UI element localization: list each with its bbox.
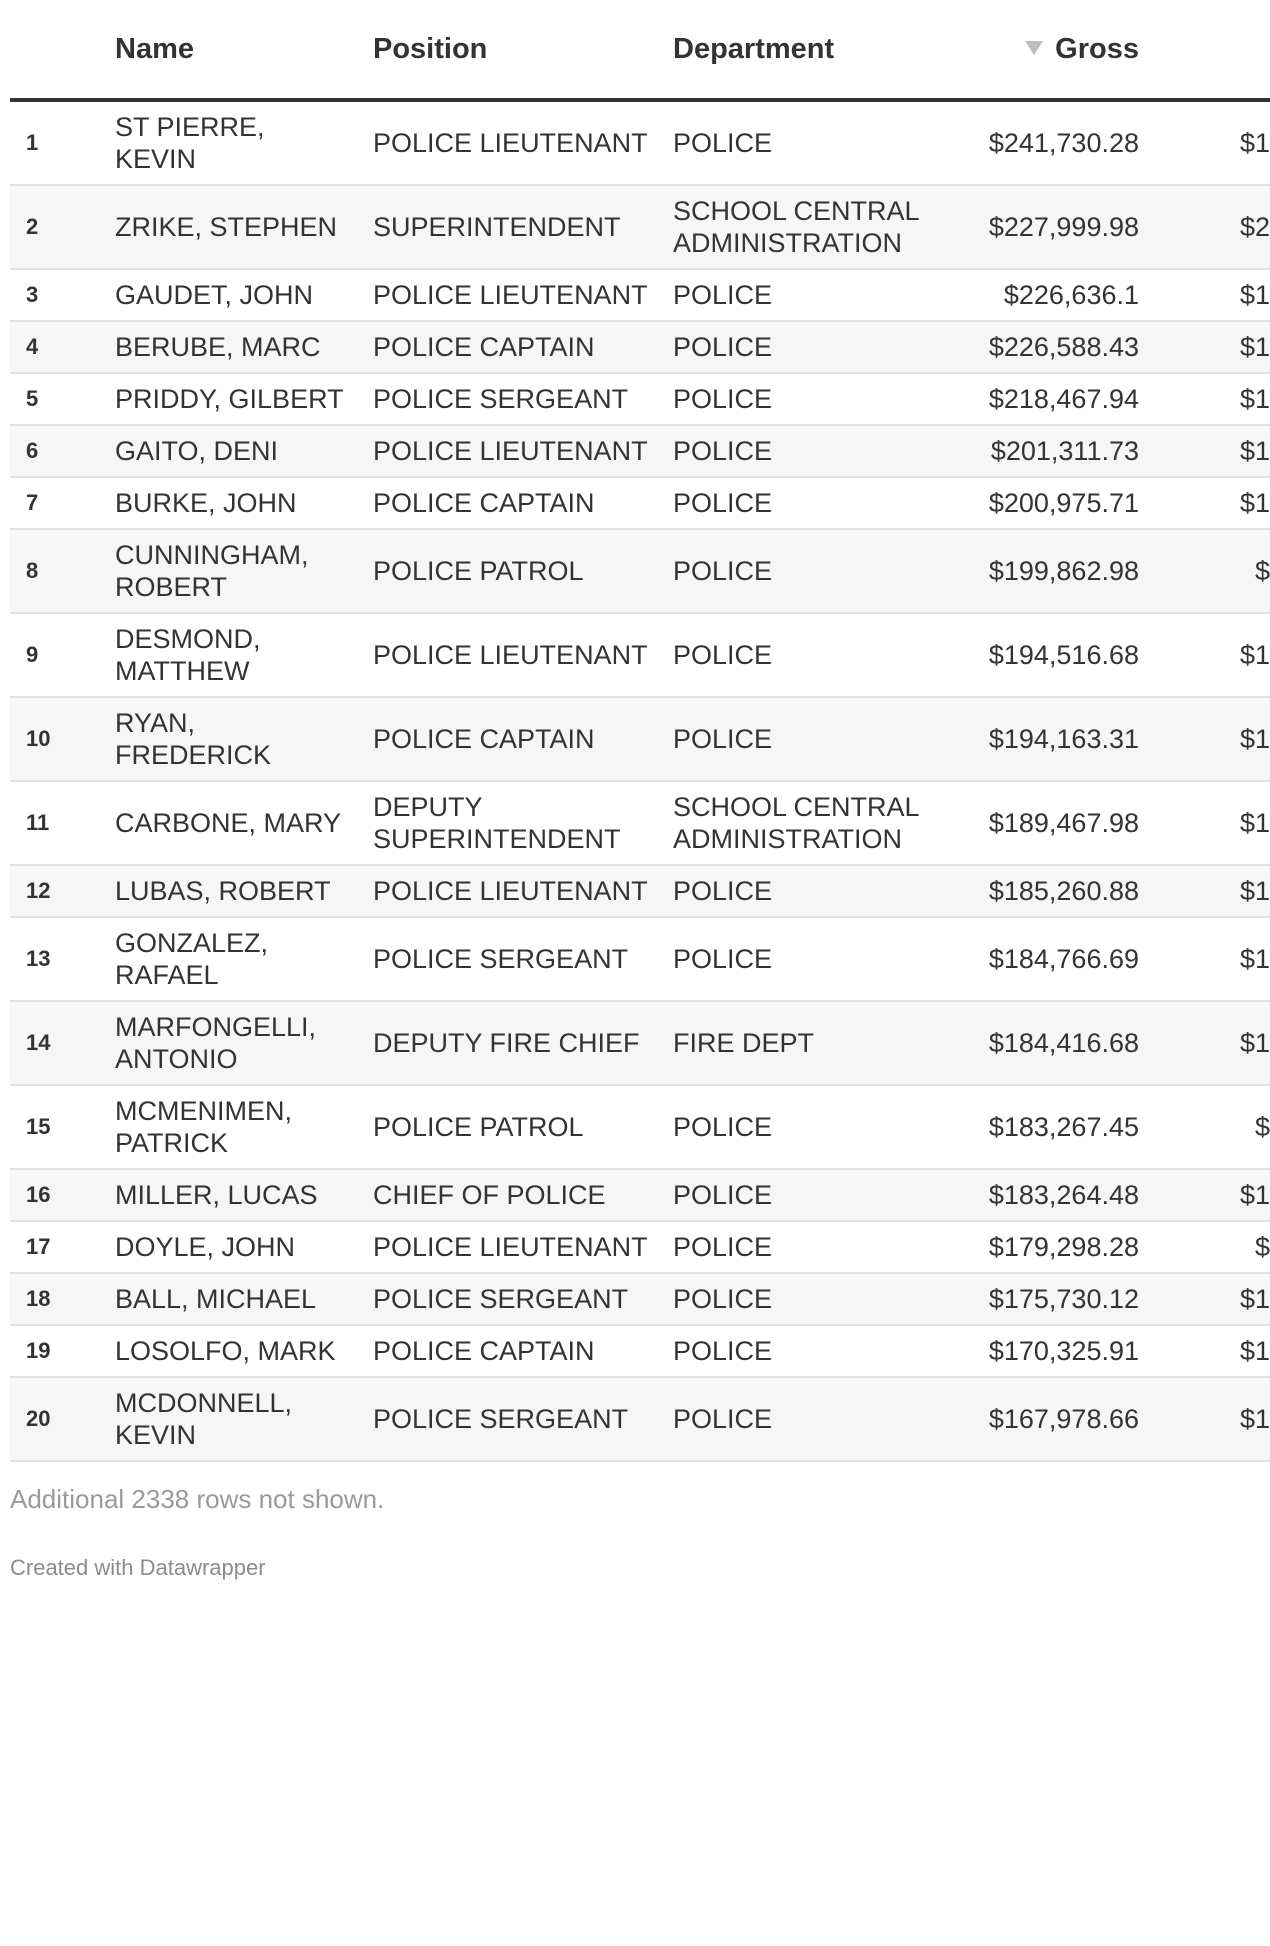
cell-rank: 13 (26, 946, 51, 971)
cell-department: POLICE (673, 1180, 773, 1210)
cell-next-value: $1 (1239, 876, 1270, 906)
cell-next-value: $1 (1239, 488, 1270, 518)
table-row (10, 865, 1270, 917)
cell-rank: 9 (26, 642, 39, 667)
cell-next-column (1139, 529, 1270, 613)
table-row (10, 697, 1270, 781)
cell-name: BALL, MICHAEL (115, 1284, 317, 1314)
cell-next-value: $ (1254, 1232, 1270, 1262)
table-row (10, 613, 1270, 697)
cell-next-column (1139, 321, 1270, 373)
cell-next-value: $1 (1239, 808, 1270, 838)
cell-department: POLICE (673, 332, 773, 362)
cell-department: POLICE (673, 640, 773, 670)
cell-next-column (1139, 1221, 1270, 1273)
cell-next-column (1139, 1169, 1270, 1221)
cell-department: SCHOOL CENTRAL ADMINISTRATION (673, 196, 919, 258)
cell-rank: 16 (26, 1182, 51, 1207)
table-row (10, 1085, 1270, 1169)
cell-department: POLICE (673, 1336, 773, 1366)
cell-gross: $175,730.12 (988, 1284, 1139, 1314)
cell-name: MILLER, LUCAS (115, 1180, 318, 1210)
cell-next-column (1139, 865, 1270, 917)
cell-position: POLICE SERGEANT (373, 1284, 629, 1314)
cell-next-column (1139, 613, 1270, 697)
cell-rank: 8 (26, 558, 39, 583)
cell-position: CHIEF OF POLICE (373, 1180, 606, 1210)
cell-rank: 1 (26, 130, 39, 155)
cell-gross: $201,311.73 (990, 436, 1139, 466)
cell-gross: $194,516.68 (988, 640, 1139, 670)
table-row (10, 1221, 1270, 1273)
cell-name: ST PIERRE, KEVIN (115, 112, 265, 174)
cell-position: DEPUTY FIRE CHIEF (373, 1028, 640, 1058)
header-gross[interactable] (953, 0, 1139, 100)
cell-name: DOYLE, JOHN (115, 1232, 296, 1262)
cell-rank: 15 (26, 1114, 51, 1139)
cell-department: POLICE (673, 1404, 773, 1434)
cell-gross: $185,260.88 (988, 876, 1139, 906)
cell-name: BURKE, JOHN (115, 488, 297, 518)
table-row (10, 425, 1270, 477)
cell-next-value: $1 (1239, 1284, 1270, 1314)
cell-next-column (1139, 100, 1270, 185)
cell-rank: 2 (26, 214, 39, 239)
table-row (10, 1001, 1270, 1085)
cell-department: POLICE (673, 436, 773, 466)
cell-next-value: $2 (1239, 212, 1270, 242)
cell-gross: $200,975.71 (988, 488, 1139, 518)
cell-gross: $199,862.98 (988, 556, 1139, 586)
cell-next-value: $1 (1239, 724, 1270, 754)
cell-gross: $183,264.48 (988, 1180, 1139, 1210)
cell-department: POLICE (673, 1232, 773, 1262)
table-row (10, 185, 1270, 269)
table-row (10, 529, 1270, 613)
cell-rank: 12 (26, 878, 51, 903)
header-department[interactable]: Department (663, 0, 953, 100)
cell-department: POLICE (673, 1112, 773, 1142)
cell-rank: 19 (26, 1338, 51, 1363)
cell-next-column (1139, 373, 1270, 425)
cell-rank: 6 (26, 438, 39, 463)
cell-position: POLICE LIEUTENANT (373, 436, 648, 466)
cell-position: POLICE LIEUTENANT (373, 280, 648, 310)
cell-gross: $226,636.1 (1003, 280, 1139, 310)
cell-next-column (1139, 185, 1270, 269)
cell-department: POLICE (673, 556, 773, 586)
cell-next-value: $1 (1239, 944, 1270, 974)
cell-name: RYAN, FREDERICK (115, 708, 272, 770)
cell-gross: $194,163.31 (988, 724, 1139, 754)
table-row (10, 477, 1270, 529)
cell-department: POLICE (673, 488, 773, 518)
cell-department: POLICE (673, 944, 773, 974)
cell-department: POLICE (673, 384, 773, 414)
cell-next-column (1139, 1001, 1270, 1085)
cell-name: GAITO, DENI (115, 436, 279, 466)
cell-name: BERUBE, MARC (115, 332, 321, 362)
datawrapper-table-widget (10, 0, 1270, 1581)
cell-position: POLICE CAPTAIN (373, 1336, 595, 1366)
cell-next-value: $1 (1239, 1336, 1270, 1366)
cell-rank: 14 (26, 1030, 51, 1055)
cell-next-column (1139, 477, 1270, 529)
cell-next-column (1139, 697, 1270, 781)
table-row (10, 269, 1270, 321)
cell-next-column (1139, 425, 1270, 477)
cell-position: POLICE LIEUTENANT (373, 1232, 648, 1262)
cell-next-column (1139, 269, 1270, 321)
cell-name: GONZALEZ, RAFAEL (115, 928, 269, 990)
cell-rank: 5 (26, 386, 39, 411)
cell-gross: $184,416.68 (988, 1028, 1139, 1058)
sort-down-icon (1025, 41, 1043, 55)
table-row (10, 321, 1270, 373)
cell-position: POLICE LIEUTENANT (373, 876, 648, 906)
cell-gross: $218,467.94 (988, 384, 1139, 414)
cell-next-value: $1 (1239, 1404, 1270, 1434)
cell-next-column (1139, 917, 1270, 1001)
cell-next-column (1139, 1325, 1270, 1377)
cell-next-value: $ (1254, 1112, 1270, 1142)
datawrapper-credit: Created with Datawrapper (10, 1555, 266, 1580)
cell-position: POLICE PATROL (373, 556, 584, 586)
cell-rank: 4 (26, 334, 39, 359)
cell-rank: 20 (26, 1406, 51, 1431)
cell-name: CUNNINGHAM, ROBERT (115, 540, 309, 602)
cell-gross: $189,467.98 (988, 808, 1139, 838)
header-name[interactable]: Name (105, 0, 363, 100)
cell-rank: 7 (26, 490, 39, 515)
cell-rank: 17 (26, 1234, 51, 1259)
cell-next-column (1139, 1377, 1270, 1461)
cell-name: DESMOND, MATTHEW (115, 624, 261, 686)
table-row (10, 100, 1270, 185)
cell-position: POLICE PATROL (373, 1112, 584, 1142)
cell-next-value: $1 (1239, 1028, 1270, 1058)
cell-position: POLICE SERGEANT (373, 384, 629, 414)
cell-next-value: $1 (1239, 128, 1270, 158)
cell-next-column (1139, 1085, 1270, 1169)
cell-department: POLICE (673, 1284, 773, 1314)
cell-department: FIRE DEPT (673, 1028, 815, 1058)
cell-name: GAUDET, JOHN (115, 280, 314, 310)
table-body (10, 100, 1270, 1461)
cell-rank: 10 (26, 726, 51, 751)
cell-gross: $179,298.28 (988, 1232, 1139, 1262)
cell-department: POLICE (673, 128, 773, 158)
table-header (10, 0, 1270, 100)
cell-next-column (1139, 781, 1270, 865)
cell-department: POLICE (673, 876, 773, 906)
cell-position: POLICE CAPTAIN (373, 724, 595, 754)
cell-department: POLICE (673, 280, 773, 310)
table-row (10, 917, 1270, 1001)
cell-next-value: $1 (1239, 332, 1270, 362)
cell-gross: $241,730.28 (988, 128, 1139, 158)
cell-name: MCDONNELL, KEVIN (115, 1388, 293, 1450)
table-row (10, 781, 1270, 865)
cell-gross: $184,766.69 (988, 944, 1139, 974)
salary-table (10, 0, 1270, 1462)
table-row (10, 1325, 1270, 1377)
cell-position: POLICE SERGEANT (373, 1404, 629, 1434)
cell-gross: $170,325.91 (988, 1336, 1139, 1366)
cell-department: POLICE (673, 724, 773, 754)
cell-name: LOSOLFO, MARK (115, 1336, 336, 1366)
cell-gross: $167,978.66 (988, 1404, 1139, 1434)
cell-name: LUBAS, ROBERT (115, 876, 331, 906)
cell-position: POLICE CAPTAIN (373, 488, 595, 518)
cell-name: CARBONE, MARY (115, 808, 342, 838)
cell-next-value: $1 (1239, 1180, 1270, 1210)
cell-position: SUPERINTENDENT (373, 212, 621, 242)
cell-name: MARFONGELLI, ANTONIO (115, 1012, 317, 1074)
cell-next-column (1139, 1273, 1270, 1325)
cell-position: POLICE CAPTAIN (373, 332, 595, 362)
cell-name: MCMENIMEN, PATRICK (115, 1096, 292, 1158)
cell-position: POLICE LIEUTENANT (373, 128, 648, 158)
cell-next-value: $ (1254, 556, 1270, 586)
cell-rank: 3 (26, 282, 39, 307)
rows-not-shown-note: Additional 2338 rows not shown. (10, 1484, 385, 1514)
header-position[interactable]: Position (363, 0, 663, 100)
cell-next-value: $1 (1239, 640, 1270, 670)
table-viewport[interactable] (10, 0, 1270, 1462)
table-row (10, 1169, 1270, 1221)
cell-gross: $227,999.98 (988, 212, 1139, 242)
cell-position: POLICE SERGEANT (373, 944, 629, 974)
cell-position: POLICE LIEUTENANT (373, 640, 648, 670)
cell-rank: 11 (26, 810, 50, 835)
cell-department: SCHOOL CENTRAL ADMINISTRATION (673, 792, 919, 854)
cell-position: DEPUTY SUPERINTENDENT (373, 792, 621, 854)
table-row (10, 1377, 1270, 1461)
header-gross-label: Gross (1055, 32, 1139, 65)
table-row (10, 1273, 1270, 1325)
cell-next-value: $1 (1239, 384, 1270, 414)
cell-name: PRIDDY, GILBERT (115, 384, 344, 414)
cell-gross: $226,588.43 (988, 332, 1139, 362)
cell-rank: 18 (26, 1286, 51, 1311)
header-row (10, 0, 1270, 100)
header-next-column (1139, 0, 1270, 100)
cell-name: ZRIKE, STEPHEN (115, 212, 338, 242)
cell-next-value: $1 (1239, 436, 1270, 466)
cell-gross: $183,267.45 (988, 1112, 1139, 1142)
table-row (10, 373, 1270, 425)
cell-next-value: $1 (1239, 280, 1270, 310)
header-rank (10, 0, 105, 100)
